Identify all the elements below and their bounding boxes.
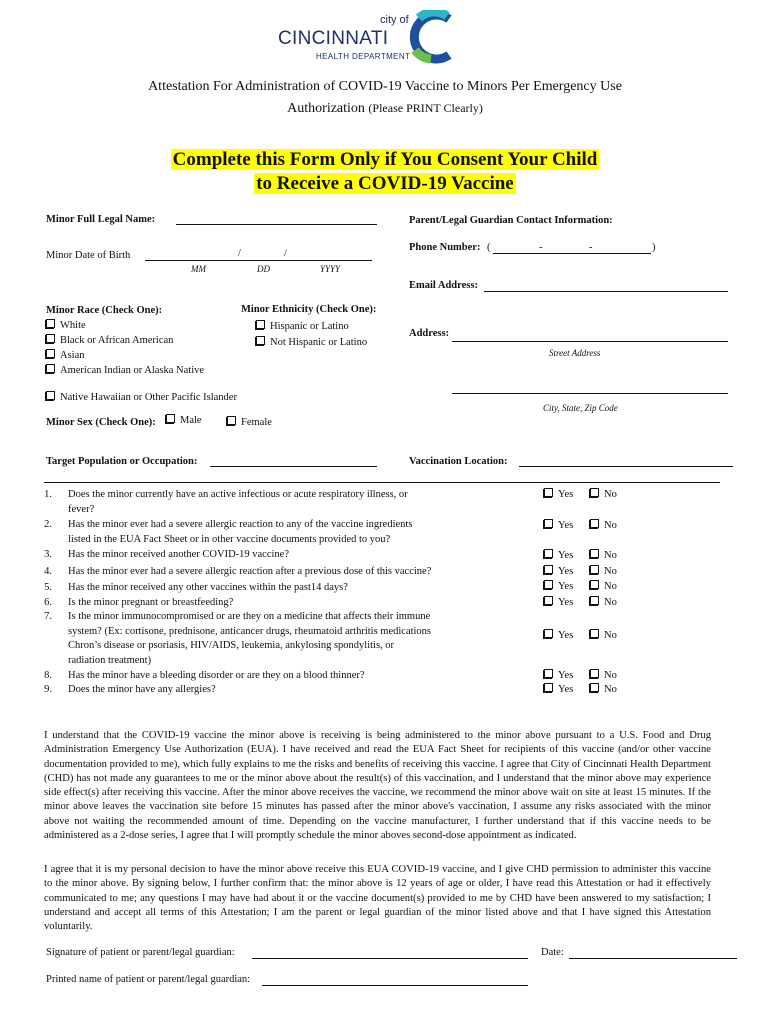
- checkbox-icon: [590, 549, 599, 558]
- question-line: radiation treatment): [68, 654, 152, 666]
- question-line: Has the minor received another COVID-19 vaccine?: [68, 549, 289, 560]
- question-number: 3.: [44, 549, 52, 560]
- question-line: Has the minor have a bleeding disorder or are they on a blood thinner?: [68, 670, 365, 681]
- question-line: fever?: [68, 503, 95, 515]
- phone-close-paren: ): [652, 242, 656, 253]
- checkbox-icon: [46, 334, 55, 343]
- sex-option-female[interactable]: Female: [227, 416, 272, 429]
- dob-yyyy-caption: YYYY: [320, 264, 341, 274]
- question-line: Chron’s disease or psoriasis, HIV/AIDS, leukemia, ankylosing spondylitis, or: [68, 640, 395, 651]
- question-text: [68, 581, 488, 596]
- question-text: [68, 548, 488, 563]
- race-option-black[interactable]: Black or African American: [46, 334, 173, 347]
- question-line: Has the minor received any other vaccines within the past14 days?: [68, 582, 348, 593]
- banner-line1: Complete this Form Only if You Consent Your Child: [172, 149, 598, 170]
- question-line: Does the minor have any allergies?: [68, 684, 216, 695]
- question-number: 7.: [44, 611, 52, 622]
- minor-race-label: Minor Race (Check One):: [46, 305, 163, 316]
- checkbox-icon: [46, 391, 55, 400]
- vaccination-location-field[interactable]: [519, 466, 733, 467]
- logo-dept: HEALTH DEPARTMENT: [316, 52, 411, 61]
- question-line: Has the minor ever had a severe allergic reaction to any of the vaccine ingredients: [68, 519, 413, 530]
- checkbox-icon: [46, 349, 55, 358]
- answer-no-checkbox[interactable]: No: [590, 596, 617, 609]
- question-line: Is the minor immunocompromised or are they on a medicine that affects their immune: [68, 611, 431, 622]
- dob-sep1: /: [238, 248, 241, 259]
- target-population-field[interactable]: [210, 466, 377, 467]
- answer-no-checkbox[interactable]: No: [590, 488, 617, 501]
- question-text: [68, 669, 488, 684]
- printed-name-field[interactable]: [262, 985, 528, 986]
- question-text: [68, 683, 488, 698]
- question-line: listed in the EUA Fact Sheet or in other vaccine documents provided to you?: [68, 533, 391, 545]
- checkbox-icon: [544, 580, 553, 589]
- question-line: Has the minor ever had a severe allergic reaction after a previous dose of this vaccine?: [68, 566, 432, 577]
- question-line: Is the minor pregnant or breastfeeding?: [68, 597, 234, 608]
- signature-field[interactable]: [252, 958, 528, 959]
- answer-yes-checkbox[interactable]: Yes: [544, 596, 573, 609]
- phone-dash2: -: [589, 242, 593, 253]
- question-number: 4.: [44, 566, 52, 577]
- race-option-asian[interactable]: Asian: [46, 349, 85, 362]
- checkbox-icon: [590, 596, 599, 605]
- consent-paragraph-1: I understand that the COVID-19 vaccine the minor above is receiving is being administered to the minor above pursuant to a U.S. Food and Drug Administration Emergency Use Authorization (EUA). I have received and read the EUA Fact Sheet for recipients of this vaccine (and/or other vaccine documentation provided to me), which fully explains to me the risks and benefits of receiving this vaccine. I agree that City of Cincinnati Health Department (CHD) has not made any guarantees to me or the minor above about the result(s) of this vaccination, and I understand that the minor above may experience side effect(s) after receiving this vaccine. After the minor above receives the vaccine, we recommend the minor above wait on site at least 15 minutes. If the minor above leaves the vaccination site before 15 minutes has passed after the minor above's vaccination, I assume any risks associated with the minor above not waiting the recommended amount of time. Depending on the vaccine manufacturer, I further understand that if this vaccine needs to be administered as a 2-dose series, I agree that I will promptly schedule the minor aboves second-dose appointment as indicated.: [44, 730, 711, 842]
- answer-no-checkbox[interactable]: No: [590, 549, 617, 562]
- answer-yes-checkbox[interactable]: Yes: [544, 629, 573, 642]
- address-label: Address:: [409, 328, 450, 339]
- answer-yes-checkbox[interactable]: Yes: [544, 565, 573, 578]
- race-option-white[interactable]: White: [46, 319, 86, 332]
- checkbox-icon: [544, 565, 553, 574]
- email-field[interactable]: [484, 291, 728, 292]
- consent-paragraph-2: I agree that it is my personal decision to have the minor above receive this EUA COVID-19 vaccine, and I give CHD permission to administer this vaccine to the minor above. By signing below, I further confirm that: the minor above is 12 years of age or older, I have read this Attestation or had it effectively communicated to me; any questions I may have had about it or the vaccine document(s) provided to me by CHD have been answered to my satisfaction; I understand and accept all terms of this Attestation; I am the parent or legal guardian of the minor listed above and that I have signed this Attestation voluntarily.: [44, 864, 711, 933]
- signature-label: Signature of patient or parent/legal guardian:: [46, 947, 235, 958]
- form-title-line2: [0, 99, 770, 118]
- answer-no-checkbox[interactable]: No: [590, 683, 617, 696]
- city-state-zip-caption: City, State, Zip Code: [543, 403, 618, 413]
- c-logo-mark-icon: [407, 10, 457, 64]
- target-population-label: Target Population or Occupation:: [46, 456, 198, 467]
- checkbox-icon: [166, 414, 175, 423]
- consent-banner: [0, 148, 770, 196]
- street-address-field[interactable]: [452, 341, 728, 342]
- email-label: Email Address:: [409, 280, 478, 291]
- answer-yes-checkbox[interactable]: Yes: [544, 669, 573, 682]
- minor-sex-label: Minor Sex (Check One):: [46, 417, 156, 428]
- phone-open-paren: (: [487, 242, 491, 253]
- checkbox-icon: [227, 416, 236, 425]
- city-state-zip-field[interactable]: [452, 393, 728, 394]
- checkbox-icon: [544, 683, 553, 692]
- banner-line2: to Receive a COVID-19 Vaccine: [256, 173, 514, 194]
- ethnicity-option-hispanic[interactable]: Hispanic or Latino: [256, 320, 349, 333]
- question-text: [68, 488, 488, 517]
- answer-yes-checkbox[interactable]: Yes: [544, 683, 573, 696]
- checkbox-icon: [544, 549, 553, 558]
- city-logo: [272, 10, 472, 68]
- answer-yes-checkbox[interactable]: Yes: [544, 549, 573, 562]
- checkbox-icon: [590, 629, 599, 638]
- question-number: 6.: [44, 597, 52, 608]
- question-line: system? (Ex: cortisone, prednisone, anticancer drugs, rheumatoid arthritis medications: [68, 625, 432, 637]
- question-number: 5.: [44, 582, 52, 593]
- checkbox-icon: [590, 580, 599, 589]
- answer-no-checkbox[interactable]: No: [590, 580, 617, 593]
- minor-dob-field[interactable]: [145, 260, 372, 261]
- checkbox-icon: [590, 669, 599, 678]
- minor-ethnicity-label: Minor Ethnicity (Check One):: [241, 304, 377, 315]
- date-field[interactable]: [569, 958, 737, 959]
- phone-dash1: -: [539, 242, 543, 253]
- checkbox-icon: [590, 519, 599, 528]
- race-option-native-hawaiian[interactable]: Native Hawaiian or Other Pacific Islander: [46, 391, 237, 404]
- answer-yes-checkbox[interactable]: Yes: [544, 488, 573, 501]
- question-number: 9.: [44, 684, 52, 695]
- question-number: 1.: [44, 489, 52, 500]
- minor-name-label: Minor Full Legal Name:: [46, 214, 156, 225]
- form-title-line1: Attestation For Administration of COVID-19 Vaccine to Minors Per Emergency Use: [148, 79, 622, 94]
- form-title-authorization: Authorization: [287, 101, 365, 116]
- vaccination-location-label: Vaccination Location:: [409, 456, 508, 467]
- checkbox-icon: [590, 488, 599, 497]
- guardian-contact-label: Parent/Legal Guardian Contact Information:: [409, 215, 613, 226]
- checkbox-icon: [46, 319, 55, 328]
- question-text: [68, 596, 488, 611]
- checkbox-icon: [544, 519, 553, 528]
- phone-label: Phone Number:: [409, 242, 481, 253]
- answer-no-checkbox[interactable]: No: [590, 565, 617, 578]
- race-option-american-indian[interactable]: American Indian or Alaska Native: [46, 364, 204, 377]
- logo-city-of: city of: [380, 14, 409, 26]
- sex-option-male[interactable]: Male: [166, 414, 202, 427]
- date-label: Date:: [541, 947, 564, 958]
- dob-sep2: /: [284, 248, 287, 259]
- answer-yes-checkbox[interactable]: Yes: [544, 519, 573, 532]
- question-text: [68, 610, 488, 668]
- checkbox-icon: [590, 683, 599, 692]
- checkbox-icon: [544, 669, 553, 678]
- printed-name-label: Printed name of patient or parent/legal guardian:: [46, 974, 251, 985]
- question-line: Does the minor currently have an active infectious or acute respiratory illness, or: [68, 489, 408, 500]
- answer-no-checkbox[interactable]: No: [590, 519, 617, 532]
- checkbox-icon: [544, 596, 553, 605]
- phone-field[interactable]: [493, 253, 651, 254]
- form-title-note: (Please PRINT Clearly): [368, 101, 483, 115]
- street-address-caption: Street Address: [549, 348, 601, 358]
- question-number: 8.: [44, 670, 52, 681]
- checkbox-icon: [544, 488, 553, 497]
- dob-dd-caption: DD: [257, 264, 270, 274]
- checkbox-icon: [256, 320, 265, 329]
- checkbox-icon: [256, 336, 265, 345]
- question-number: 2.: [44, 519, 52, 530]
- checkbox-icon: [46, 364, 55, 373]
- checkbox-icon: [590, 565, 599, 574]
- logo-name: CINCINNATI: [278, 28, 389, 49]
- ethnicity-option-not-hispanic[interactable]: Not Hispanic or Latino: [256, 336, 367, 349]
- checkbox-icon: [544, 629, 553, 638]
- minor-dob-label: Minor Date of Birth: [46, 250, 131, 261]
- minor-name-field[interactable]: [176, 224, 377, 225]
- question-text: [68, 565, 488, 580]
- answer-no-checkbox[interactable]: No: [590, 629, 617, 642]
- questions-divider: [44, 482, 720, 483]
- answer-no-checkbox[interactable]: No: [590, 669, 617, 682]
- dob-mm-caption: MM: [191, 264, 206, 274]
- answer-yes-checkbox[interactable]: Yes: [544, 580, 573, 593]
- question-text: [68, 518, 488, 547]
